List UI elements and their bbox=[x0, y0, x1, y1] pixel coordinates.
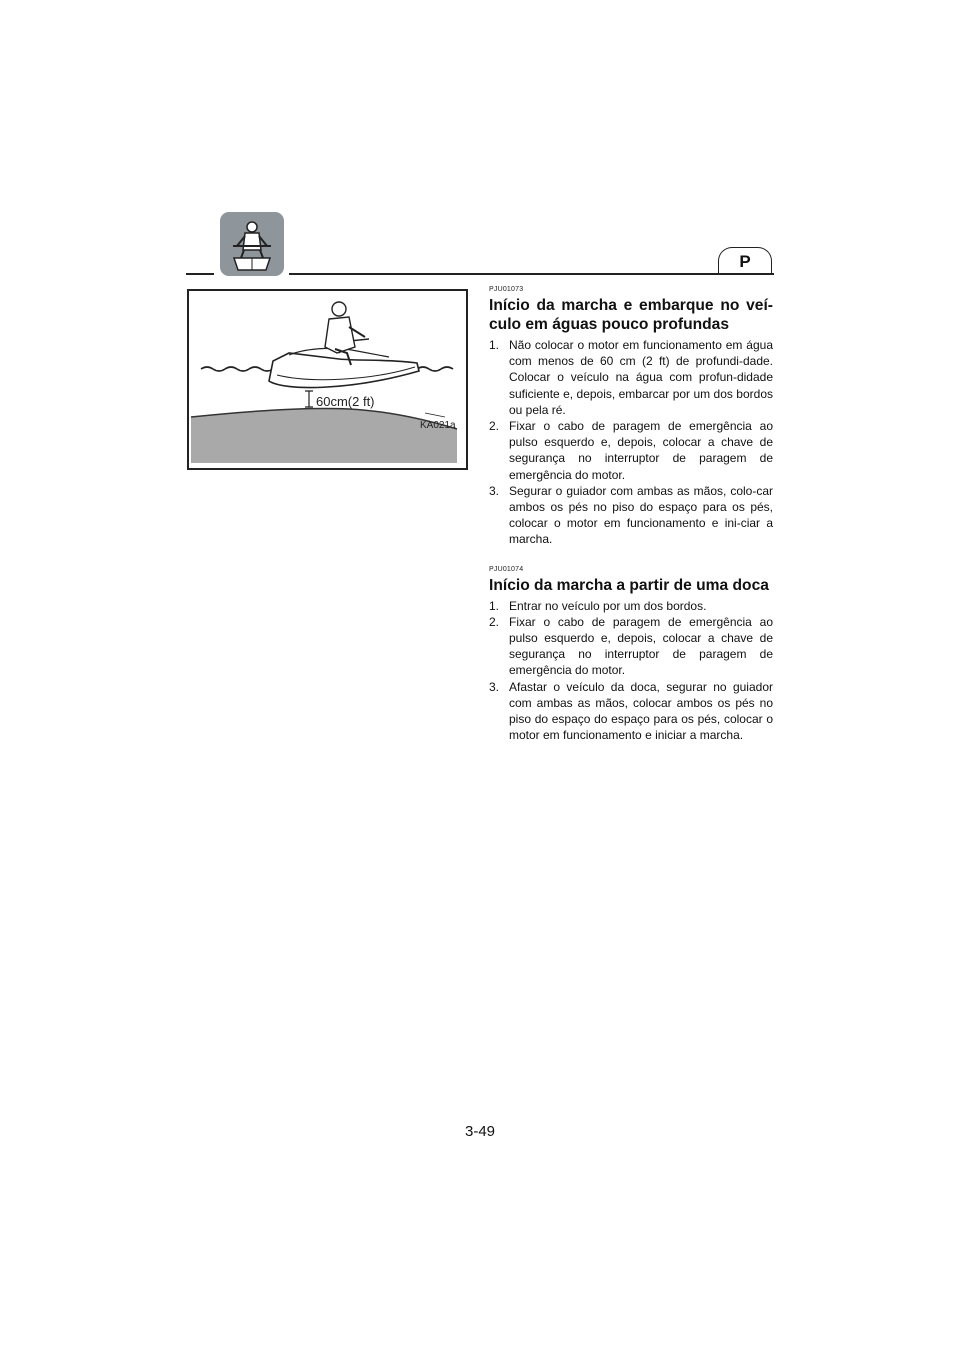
step-text: Não colocar o motor em funcionamento em água com menos de 60 cm (2 ft) de profundi-dade. Colocar o veículo na água com profun-didade suficiente e, depois, embarcar por um dos bordos ou pela ré. bbox=[509, 338, 773, 417]
figure-code: KA021a bbox=[420, 420, 456, 431]
step-text: Entrar no veículo por um dos bordos. bbox=[509, 598, 707, 613]
step-number: 2. bbox=[489, 614, 500, 629]
header-rule bbox=[289, 273, 774, 275]
section-code: PJU01073 bbox=[489, 286, 524, 293]
section-dock-start bbox=[489, 566, 773, 744]
language-badge: P bbox=[718, 247, 772, 274]
step-number: 3. bbox=[489, 483, 500, 498]
step-number: 1. bbox=[489, 598, 500, 613]
steps-list bbox=[489, 598, 773, 744]
depth-label: 60cm(2 ft) bbox=[316, 394, 375, 409]
list-item bbox=[489, 483, 773, 548]
page-number: 3-49 bbox=[464, 1123, 496, 1140]
section-title: Início da marcha e embarque no veí-culo em águas pouco profundas bbox=[489, 297, 773, 333]
section-shallow-water bbox=[489, 286, 773, 548]
step-text: Segurar o guiador com ambas as mãos, colo-car ambos os pés no piso do espaço para os pés, colocar o motor em funcionamento e ini-ciar a marcha. bbox=[509, 483, 773, 547]
jet-ski-rider-icon bbox=[220, 212, 284, 276]
header-rule-left bbox=[186, 273, 214, 275]
step-text: Fixar o cabo de paragem de emergência ao pulso esquerdo e, depois, colocar a chave de segurança no interruptor de paragem de emergência do motor. bbox=[509, 614, 773, 678]
step-text: Fixar o cabo de paragem de emergência ao pulso esquerdo e, depois, colocar a chave de segurança no interruptor de paragem de emergência do motor. bbox=[509, 419, 773, 482]
jet-ski-illustration bbox=[189, 291, 468, 470]
list-item bbox=[489, 598, 773, 614]
step-text: Afastar o veículo da doca, segurar no guiador com ambas as mãos, colocar ambos os pés no piso do espaço do espaço para os pés, colocar o motor em funcionamento e iniciar a marcha. bbox=[509, 679, 773, 743]
list-item bbox=[489, 337, 773, 418]
step-number: 2. bbox=[489, 419, 500, 434]
list-item bbox=[489, 418, 773, 483]
list-item bbox=[489, 614, 773, 679]
section-title: Início da marcha a partir de uma doca bbox=[489, 576, 769, 594]
list-item bbox=[489, 679, 773, 744]
section-code: PJU01074 bbox=[489, 565, 524, 573]
steps-list bbox=[489, 337, 773, 548]
step-number: 1. bbox=[489, 338, 500, 352]
step-number: 3. bbox=[489, 679, 500, 694]
shallow-water-figure bbox=[187, 289, 468, 470]
main-content bbox=[489, 286, 773, 761]
